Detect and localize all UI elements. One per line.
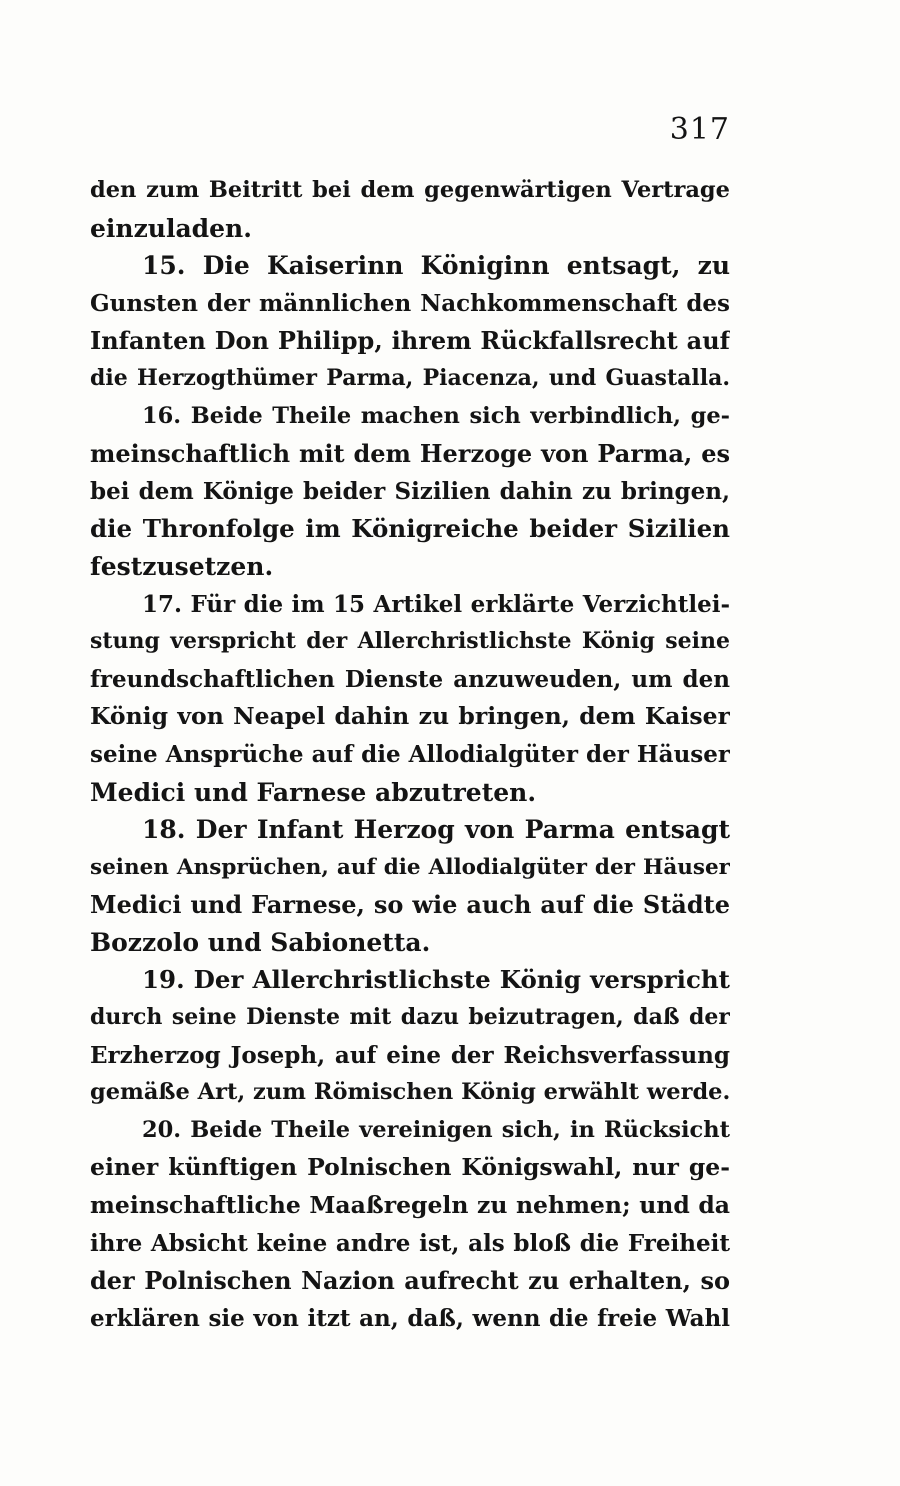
text-line: seinen Ansprüchen, auf die Allodialgüter der Häuser — [90, 854, 730, 880]
text-line: meinschaftlich mit dem Herzoge von Parma, es — [90, 439, 730, 469]
text-line: König von Neapel dahin zu bringen, dem Kaiser — [90, 702, 730, 731]
text-line: der Polnischen Nazion aufrecht zu erhalten, so — [90, 1266, 730, 1296]
text-line: Gunsten der männlichen Nachkommenschaft des — [90, 289, 730, 317]
text-line: seine Ansprüche auf die Allodialgüter der Häuser — [90, 740, 730, 768]
text-line: die Thronfolge im Königreiche beider Sizilien — [90, 514, 730, 544]
text-line: stung verspricht der Allerchristlichste König seine — [90, 628, 730, 655]
text-line: Medici und Farnese, so wie auch auf die Städte — [90, 890, 730, 920]
text-line: Erzherzog Joseph, auf eine der Reichsverfassung — [90, 1041, 730, 1069]
text-line: 18. Der Infant Herzog von Parma entsagt — [142, 815, 730, 845]
text-line: Medici und Farnese abzutreten. — [90, 777, 537, 807]
text-line: 17. Für die im 15 Artikel erklärte Verzichtlei- — [142, 590, 730, 618]
text-line: meinschaftliche Maaßregeln zu nehmen; und da — [90, 1191, 730, 1220]
text-line: 20. Beide Theile vereinigen sich, in Rücksicht — [142, 1116, 730, 1143]
text-line: gemäße Art, zum Römischen König erwählt werde. — [90, 1079, 730, 1106]
text-line: 19. Der Allerchristlichste König verspricht — [142, 965, 730, 995]
text-line: die Herzogthümer Parma, Piacenza, und Guastalla. — [90, 364, 730, 391]
text-line: einzuladen. — [90, 213, 252, 243]
text-line: durch seine Dienste mit dazu beizutragen, daß der — [90, 1004, 730, 1031]
text-line: Bozzolo und Sabionetta. — [90, 927, 431, 957]
text-line: ihre Absicht keine andre ist, als bloß die Freiheit — [90, 1229, 730, 1257]
text-line: festzusetzen. — [90, 551, 274, 581]
text-line: freundschaftlichen Dienste anzuweuden, um den — [90, 665, 730, 693]
text-line: bei dem Könige beider Sizilien dahin zu bringen, — [90, 477, 730, 505]
body-text — [90, 172, 730, 1337]
text-line: 16. Beide Theile machen sich verbindlich, ge- — [142, 402, 730, 429]
text-line: einer künftigen Polnischen Königswahl, nur ge- — [90, 1153, 730, 1182]
text-line: Infanten Don Philipp, ihrem Rückfallsrecht auf — [90, 326, 730, 356]
text-line: 15. Die Kaiserinn Königinn entsagt, zu — [142, 251, 730, 281]
text-line: erklären sie von itzt an, daß, wenn die freie Wahl — [90, 1304, 730, 1332]
page-number: 317 — [669, 112, 730, 147]
text-line: den zum Beitritt bei dem gegenwärtigen Vertrage — [90, 177, 730, 203]
